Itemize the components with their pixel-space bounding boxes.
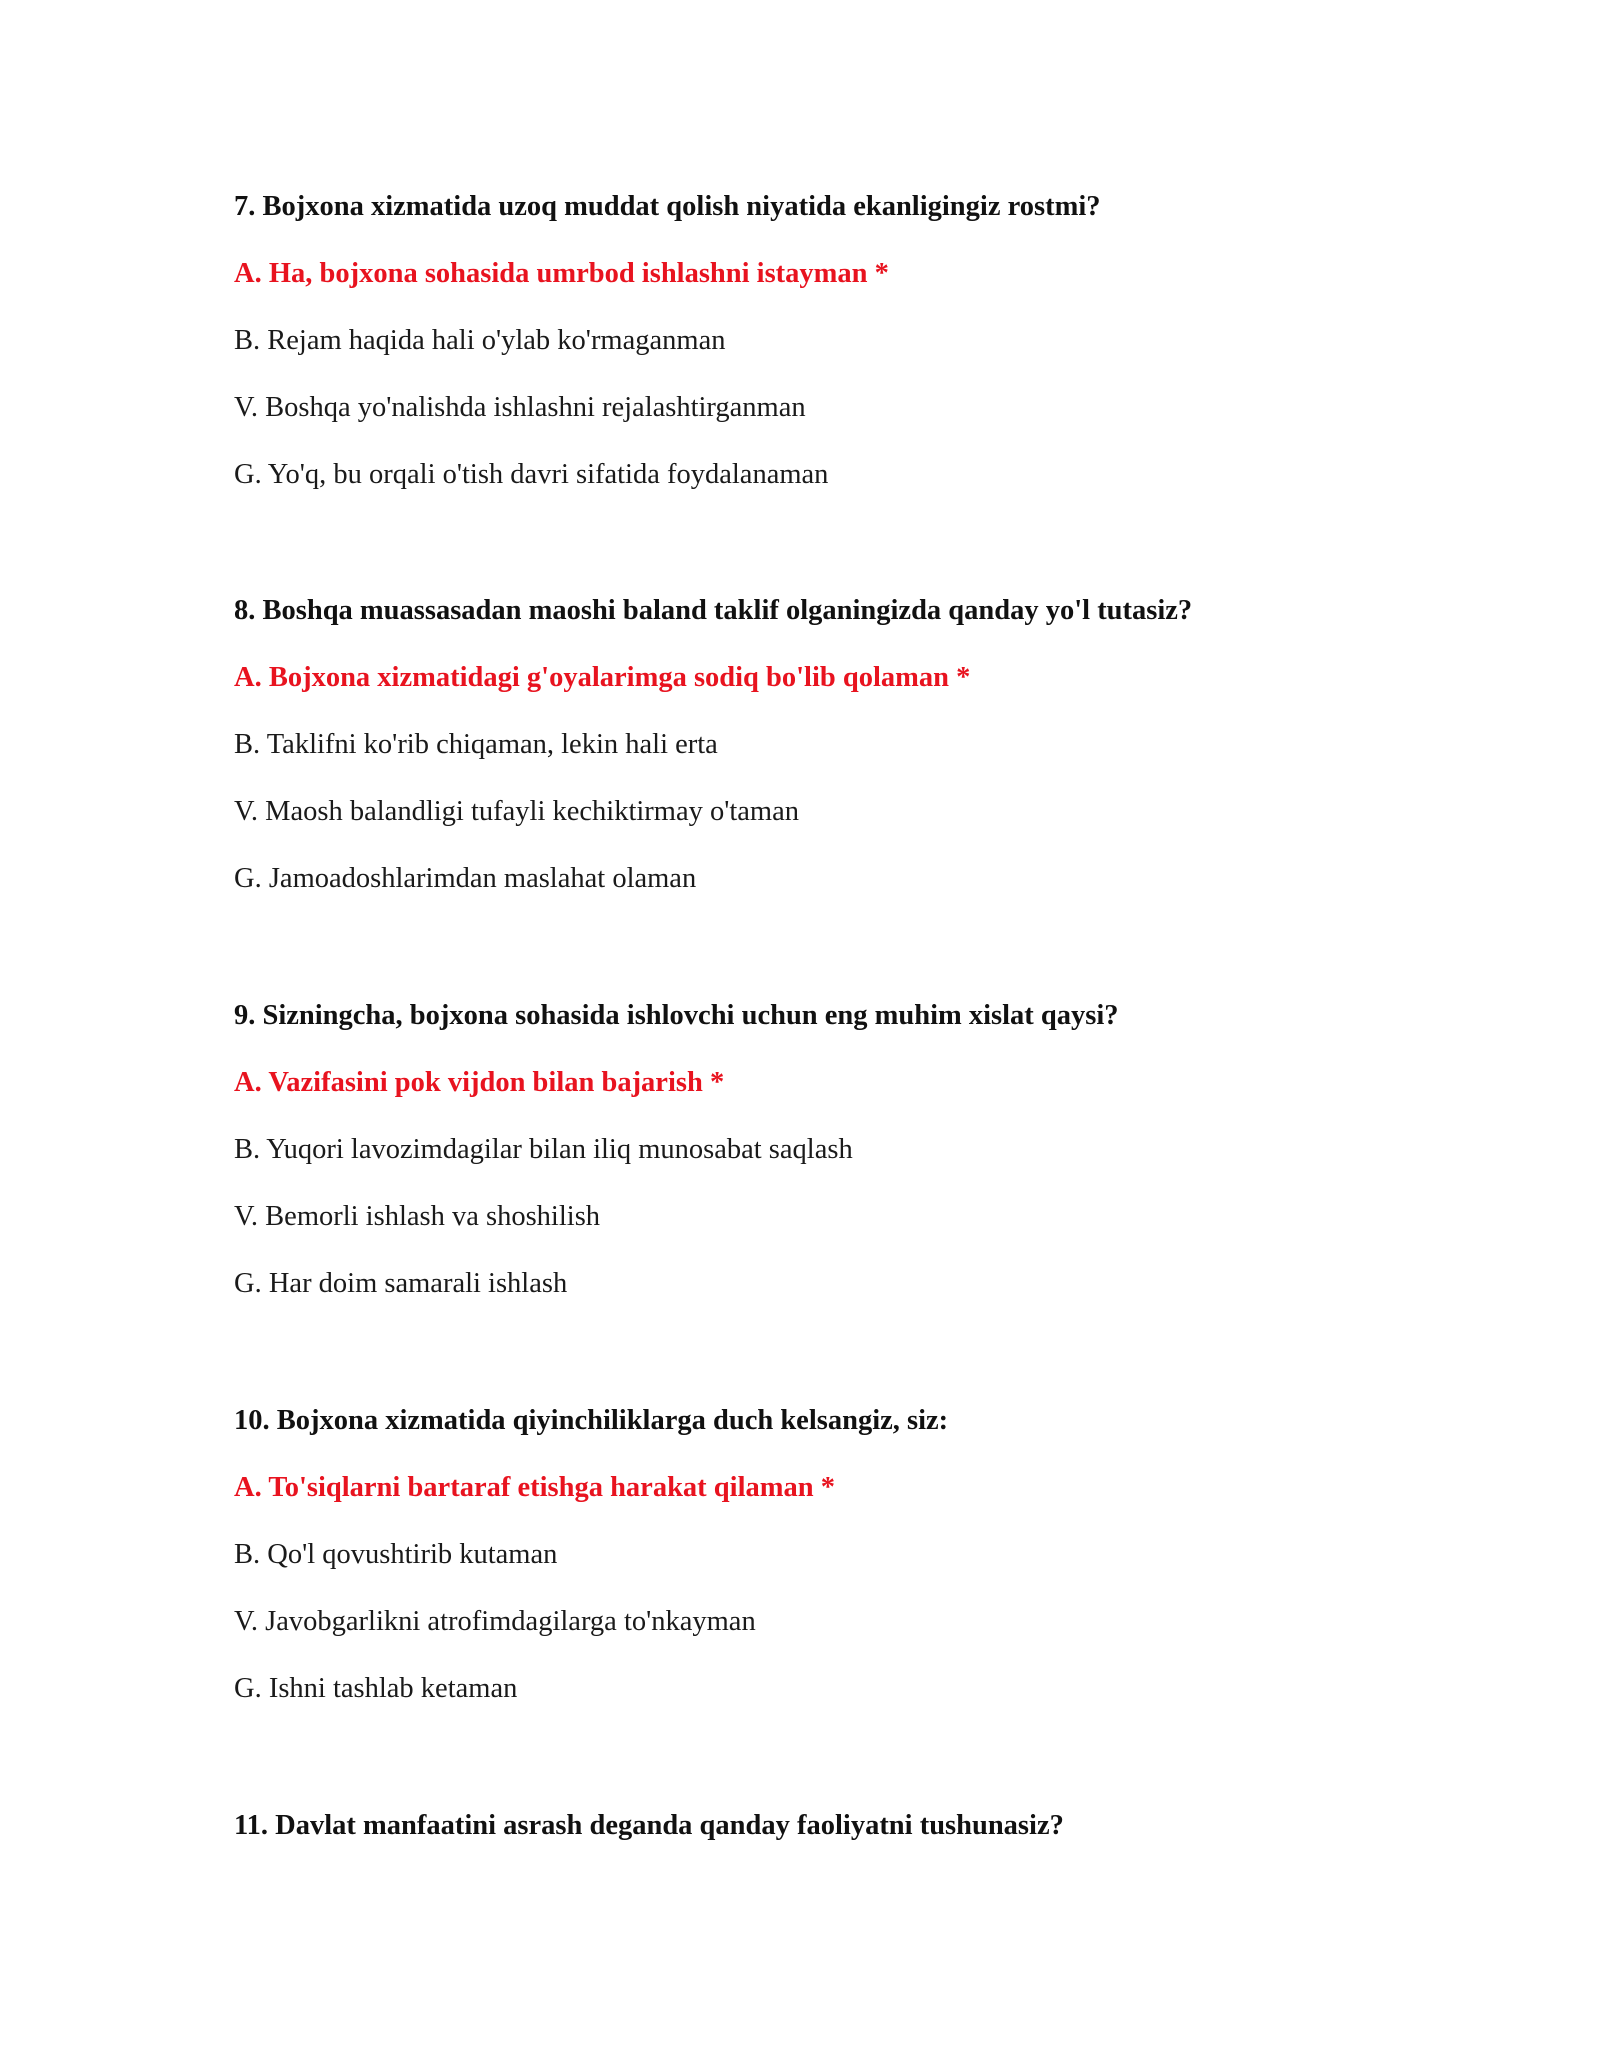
answer-option: V. Boshqa yo'nalishda ishlashni rejalashtirganman bbox=[234, 392, 806, 423]
answer-option: V. Bemorli ishlash va shoshilish bbox=[234, 1201, 601, 1232]
answer-option: V. Javobgarlikni atrofimdagilarga to'nkayman bbox=[234, 1606, 756, 1637]
answer-option: G. Har doim samarali ishlash bbox=[234, 1268, 568, 1299]
question-block bbox=[234, 1403, 1434, 1707]
answer-option-correct: A. Vazifasini pok vijdon bilan bajarish * bbox=[234, 1067, 725, 1098]
answer-option: G. Ishni tashlab ketaman bbox=[234, 1673, 518, 1704]
answer-option-correct: A. Ha, bojxona sohasida umrbod ishlashni istayman * bbox=[234, 258, 889, 289]
answer-option: V. Maosh balandligi tufayli kechiktirmay o'taman bbox=[234, 796, 799, 827]
question-block bbox=[234, 189, 1434, 493]
answer-option-correct: A. To'siqlarni bartaraf etishga harakat qilaman * bbox=[234, 1472, 835, 1503]
question-text: 7. Bojxona xizmatida uzoq muddat qolish niyatida ekanligingiz rostmi? bbox=[234, 191, 1101, 222]
answer-option: B. Rejam haqida hali o'ylab ko'rmaganman bbox=[234, 325, 726, 356]
answer-option: B. Qo'l qovushtirib kutaman bbox=[234, 1539, 558, 1570]
answer-option: G. Yo'q, bu orqali o'tish davri sifatida foydalanaman bbox=[234, 459, 829, 490]
question-block bbox=[234, 593, 1434, 897]
question-text: 9. Sizningcha, bojxona sohasida ishlovchi uchun eng muhim xislat qaysi? bbox=[234, 1000, 1119, 1031]
answer-option: B. Yuqori lavozimdagilar bilan iliq munosabat saqlash bbox=[234, 1134, 853, 1165]
question-text: 11. Davlat manfaatini asrash deganda qanday faoliyatni tushunasiz? bbox=[234, 1810, 1064, 1841]
answer-option: B. Taklifni ko'rib chiqaman, lekin hali erta bbox=[234, 729, 718, 760]
question-text: 10. Bojxona xizmatida qiyinchiliklarga duch kelsangiz, siz: bbox=[234, 1405, 949, 1436]
question-text: 8. Boshqa muassasadan maoshi baland taklif olganingizda qanday yo'l tutasiz? bbox=[234, 595, 1193, 626]
question-block bbox=[234, 1808, 1434, 1844]
answer-option: G. Jamoadoshlarimdan maslahat olaman bbox=[234, 863, 697, 894]
question-block bbox=[234, 998, 1434, 1302]
answer-option-correct: A. Bojxona xizmatidagi g'oyalarimga sodiq bo'lib qolaman * bbox=[234, 662, 971, 693]
